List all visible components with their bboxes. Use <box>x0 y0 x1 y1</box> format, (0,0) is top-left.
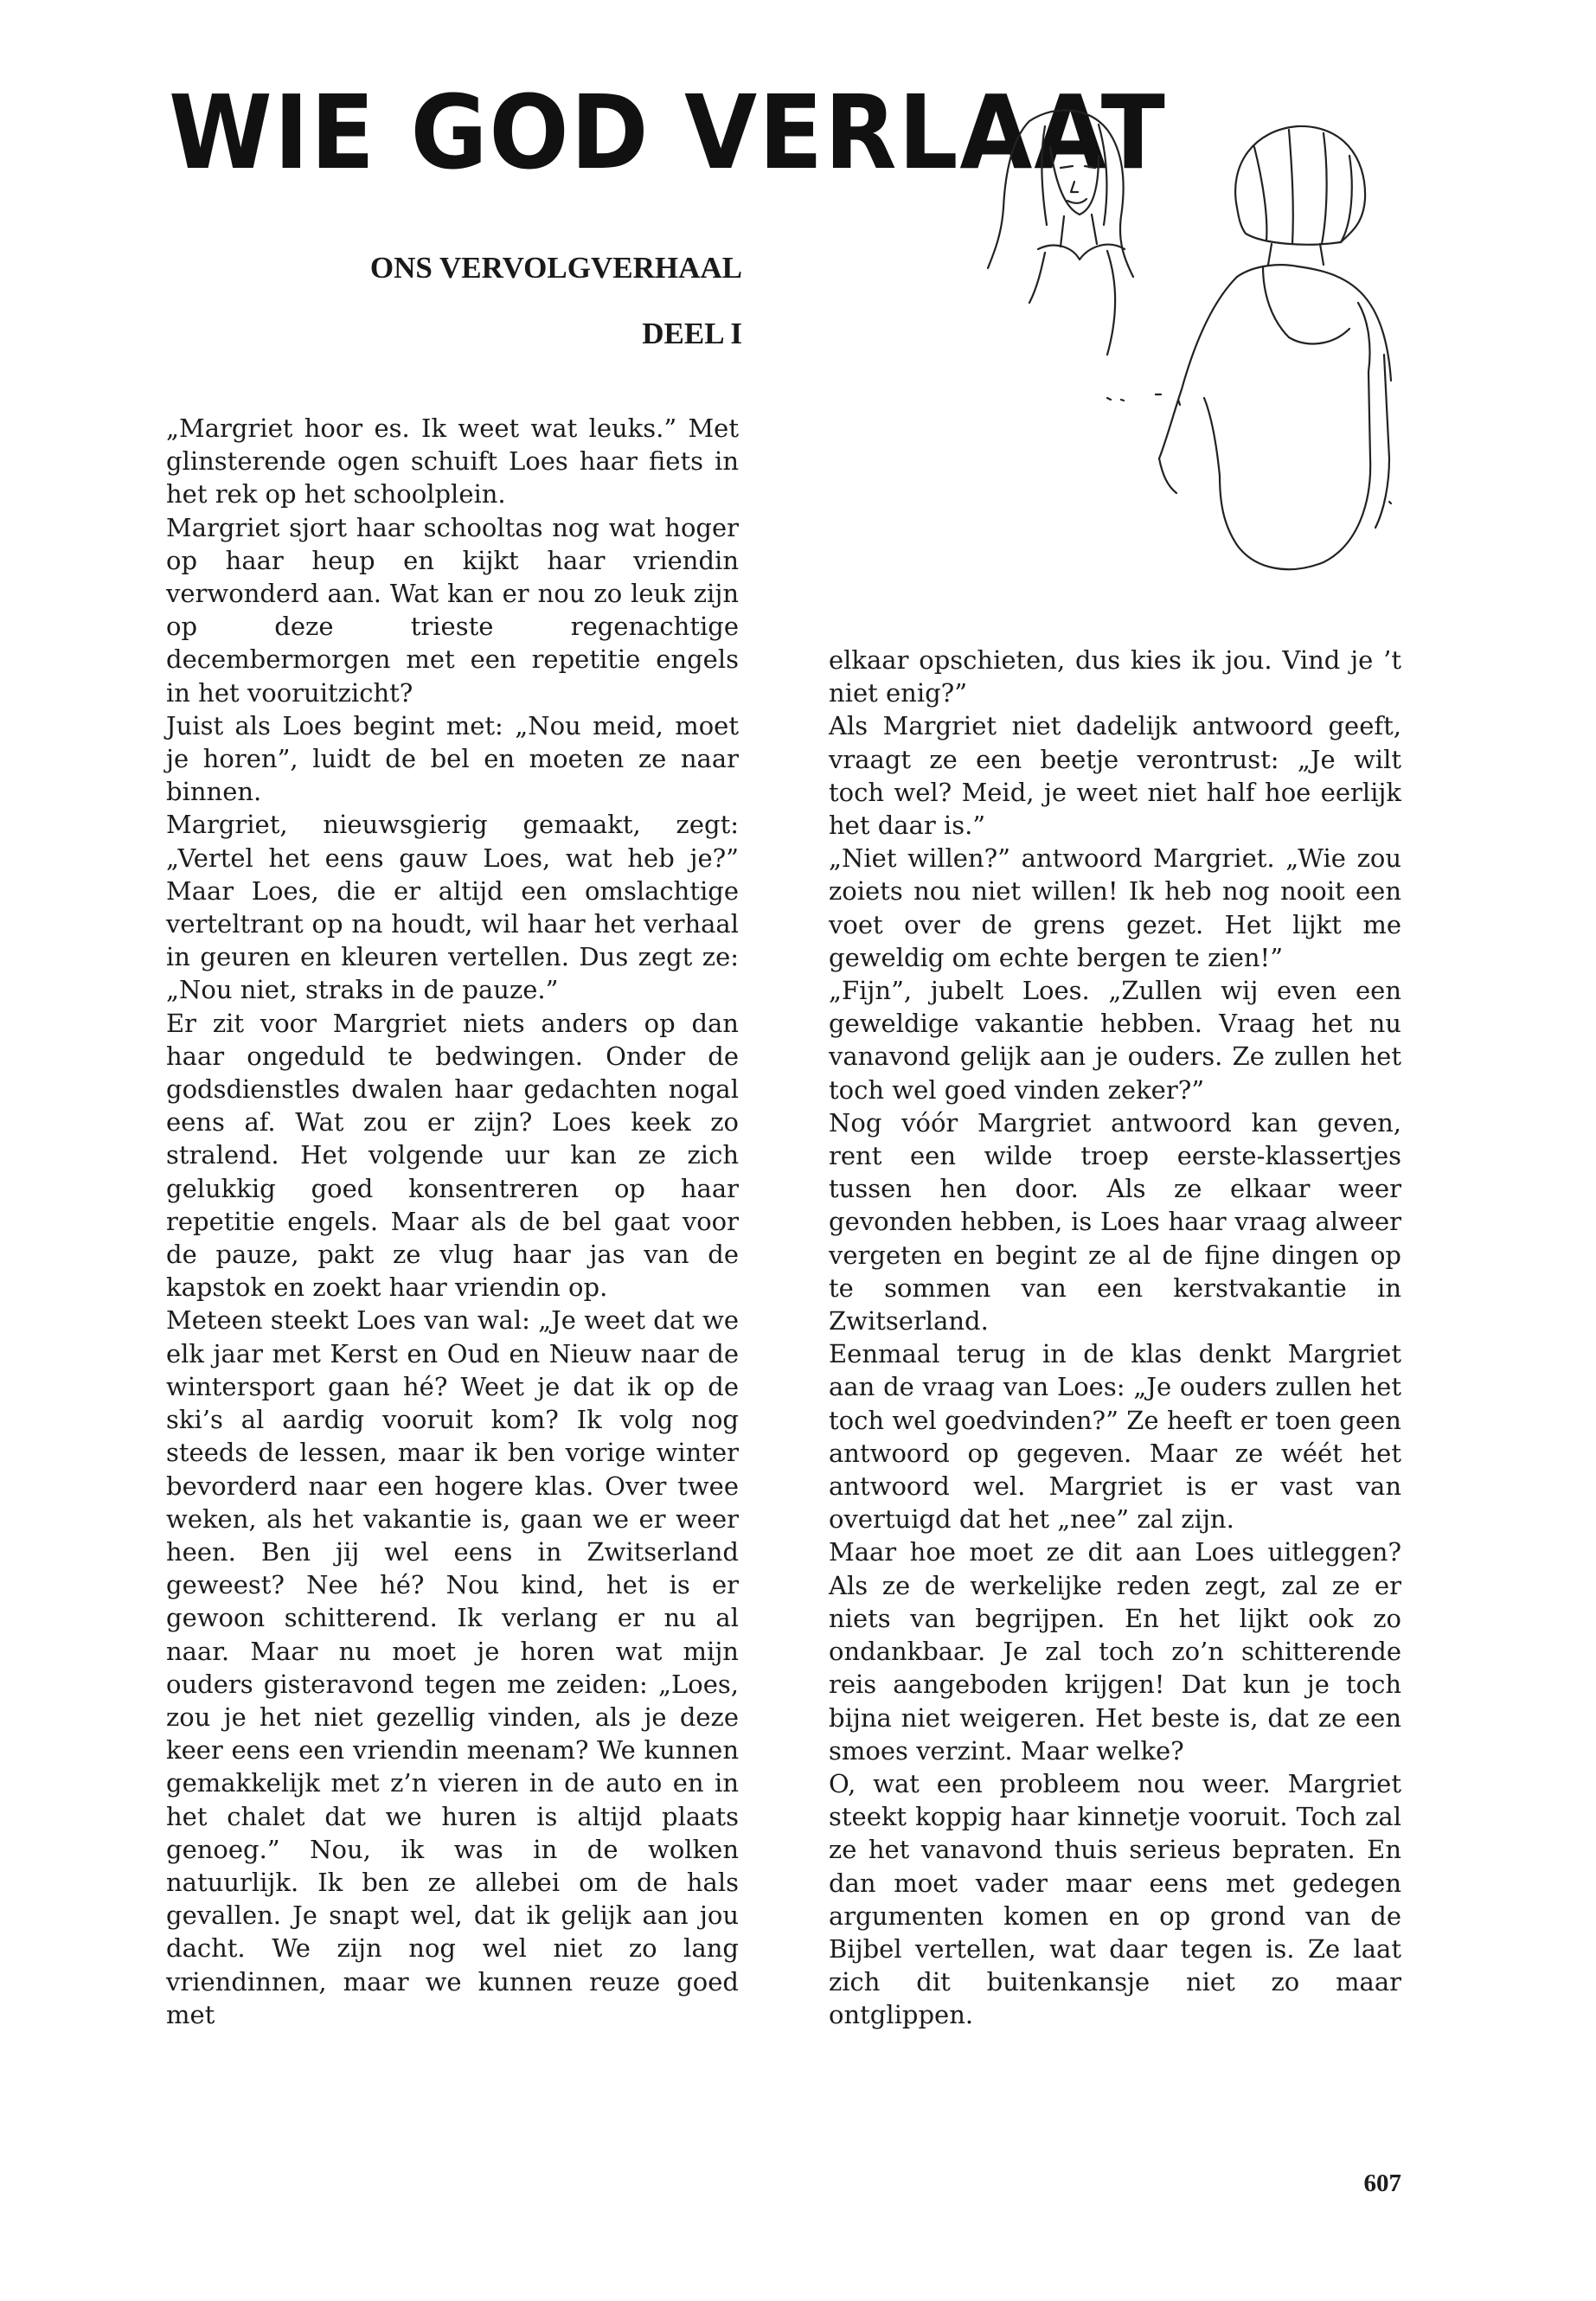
paragraph: Margriet, nieuwsgierig gemaakt, zegt: „Vertel het eens gauw Loes, wat heb je?” Maar Loes, die er altijd een omslachtige verteltrant op na houdt, wil haar het verhaal in geuren en kleuren vertellen. Dus zegt ze: „Nou niet, straks in de pauze.” <box>166 810 739 1005</box>
paragraph: Er zit voor Margriet niets anders op dan haar ongeduld te bedwingen. Onder de godsdienstles dwalen haar gedachten nogal eens af. Wat zou er zijn? Loes keek zo stralend. Het volgende uur kan ze zich gelukkig goed konsentreren op haar repetitie engels. Maar als de bel gaat voor de pauze, pakt ze vlug haar jas van de kapstok en zoekt haar vriendin op. <box>166 1008 739 1303</box>
series-label: ONS VERVOLGVERHAAL <box>369 251 742 285</box>
girl-left-hair <box>988 110 1133 277</box>
column-left <box>166 412 739 2031</box>
story-title: WIE GOD VERLAAT <box>169 73 1167 192</box>
paragraph: Eenmaal terug in de klas denkt Margriet aan de vraag van Loes: „Je ouders zullen het toch wel goedvinden?” Ze heeft er toen geen antwoord op gegeven. Maar ze wéét het antwoord wel. Margriet is er vast van overtuigd dat het „nee” zal zijn. <box>829 1339 1401 1535</box>
part-label: DEEL I <box>642 317 742 350</box>
paragraph: elkaar opschieten, dus kies ik jou. Vind je ’t niet enig?” <box>829 645 1401 708</box>
paragraph: Juist als Loes begint met: „Nou meid, moet je horen”, luidt de bel en moeten ze naar binnen. <box>166 710 739 807</box>
girl-right-coat <box>1268 244 1324 265</box>
two-girls-illustration <box>977 95 1427 580</box>
paragraph: Meteen steekt Loes van wal: „Je weet dat we elk jaar met Kerst en Oud en Nieuw naar de wintersport gaan hé? Weet je dat ik op de ski’s al aardig vooruit kom? Ik volg nog steeds de lessen, maar ik ben vorige winter bevorderd naar een hogere klas. Over twee weken, als het vakantie is, gaan we er weer heen. Ben jij wel eens in Zwitserland geweest? Nee hé? Nou kind, het is er gewoon schitterend. Ik verlang er nu al naar. Maar nu moet je horen wat mijn ouders gisteravond tegen me zeiden: „Loes, zou je het niet gezellig vinden, als je deze keer eens een vriendin meenam? We kunnen gemakkelijk met z’n vieren in de auto en in het chalet dat we huren is altijd plaats genoeg.” Nou, ik was in de wolken natuurlijk. Ik ben ze allebei om de hals gevallen. Je snapt wel, dat ik gelijk aan jou dacht. We zijn nog wel niet zo lang vriendinnen, maar we kunnen reuze goed met <box>166 1305 739 2029</box>
paragraph: „Niet willen?” antwoord Margriet. „Wie zou zoiets nou niet willen! Ik heb nog nooit een voet over de grens gezet. Het lijkt me geweldig om echte bergen te zien!” <box>829 843 1401 972</box>
paragraph: Maar hoe moet ze dit aan Loes uitleggen? Als ze de werkelijke reden zegt, zal ze er niets van begrijpen. En het lijkt ook zo ondankbaar. Je zal toch zo’n schitterende reis aangeboden krijgen! Dat kun je toch bijna niet weigeren. Het beste is, dat ze een smoes verzint. Maar welke? <box>829 1537 1401 1766</box>
paragraph: Als Margriet niet dadelijk antwoord geeft, vraagt ze een beetje verontrust: „Je wilt toch wel? Meid, je weet niet half hoe eerlijk het daar is.” <box>829 711 1401 841</box>
paragraph: Nog vóór Margriet antwoord kan geven, rent een wilde troep eerste-klassertjes tussen hen door. Als ze elkaar weer gevonden hebben, is Loes haar vraag alweer vergeten en begint ze al de fijne dingen op te sommen van een kerstvakantie in Zwitserland. <box>829 1107 1401 1336</box>
page-number: 607 <box>1363 2170 1401 2197</box>
paragraph: Margriet sjort haar schooltas nog wat hoger op haar heup en kijkt haar vriendin verwonderd aan. Wat kan er nou zo leuk zijn op deze trieste regenachtige decembermorgen met een repetitie engels in het vooruitzicht? <box>166 512 739 708</box>
paragraph: O, wat een probleem nou weer. Margriet steekt koppig haar kinnetje vooruit. Toch zal ze het vanavond thuis serieus bepraten. En dan moet vader maar eens met gedegen argumenten komen en op grond van de Bijbel vertellen, wat daar tegen is. Ze laat zich dit buitenkansje niet zo maar ontglippen. <box>829 1768 1401 2030</box>
girl-right-hair <box>1235 126 1365 245</box>
column-right <box>829 644 1401 2032</box>
paragraph: „Fijn”, jubelt Loes. „Zullen wij even een geweldige vakantie hebben. Vraag het nu vanavond gelijk aan je ouders. Ze zullen het toch wel goed vinden zeker?” <box>829 976 1401 1105</box>
paragraph: „Margriet hoor es. Ik weet wat leuks.” Met glinsterende ogen schuift Loes haar fiets in het rek op het schoolplein. <box>166 413 739 510</box>
